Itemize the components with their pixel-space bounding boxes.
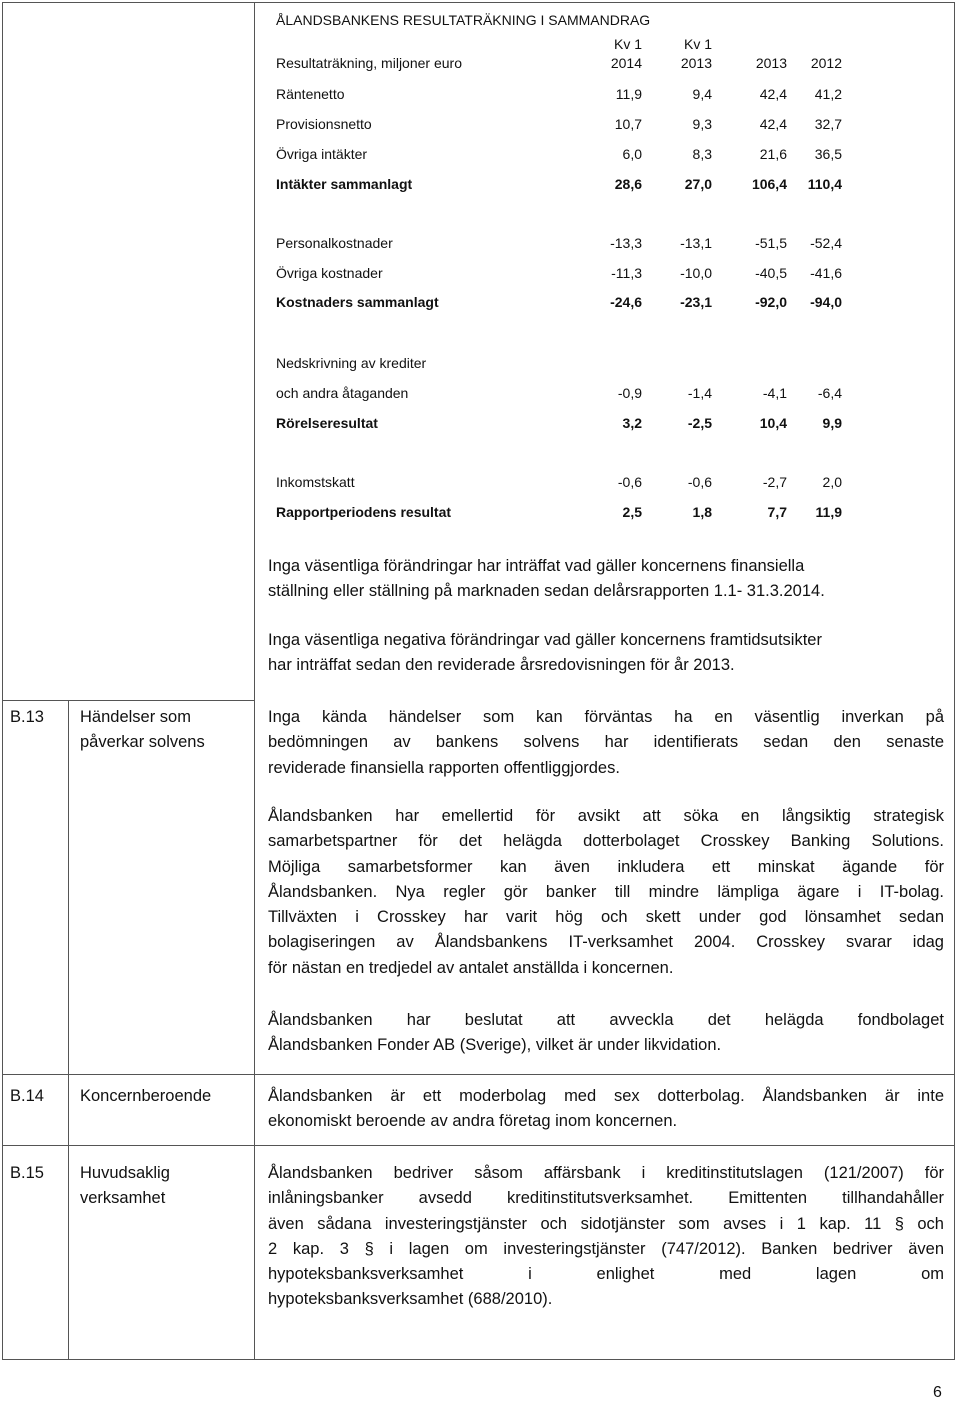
section-title-b13: Händelser som påverkar solvens (80, 708, 205, 751)
column-divider-left (68, 700, 69, 1360)
section-code-b14: B.14 (10, 1087, 44, 1105)
section-code-b15: B.15 (10, 1164, 44, 1182)
row-value: -0,9 (617, 385, 642, 401)
row-value: -92,0 (755, 294, 787, 310)
row-value: 10,4 (759, 415, 787, 431)
row-value: 36,5 (814, 146, 842, 162)
row-value: 42,4 (759, 116, 787, 132)
row-value: -23,1 (680, 294, 712, 310)
row-label: Inkomstskatt (276, 474, 355, 490)
row-value: 42,4 (759, 86, 787, 102)
row-label: Intäkter sammanlagt (276, 176, 413, 192)
row-value: -0,6 (617, 474, 642, 490)
row-divider-b14 (2, 1074, 955, 1075)
header-year-col2: 2013 (680, 55, 712, 71)
row-value: 41,2 (814, 86, 842, 102)
b13-paragraph-2: Ålandsbanken har emellertid för avsikt att söka en långsiktig strategisk samarbetspartner för det helägda dotterbolaget Crosskey Banking Solutions. Möjliga samarbetsformer kan även inkludera ett minskat ägande för Ålandsbanken. Nya regler gör banker till mindre lämpliga ägare i IT-bolag. Tillväxten i Crosskey har varit hög och skett under god lönsamhet sedan bolagiseringen av Ålandsbankens IT-verksamhet 2004. Crosskey svarar idag för nästan en tredjedel av antalet anställda i koncernen. (268, 807, 944, 977)
row-value: 7,7 (767, 504, 787, 520)
row-value: -1,4 (687, 385, 712, 401)
row-value: 2,0 (822, 474, 842, 490)
row-value: -40,5 (755, 265, 787, 281)
row-value: -4,1 (762, 385, 787, 401)
b13-paragraph-1: Inga kända händelser som kan förväntas ha en väsentlig inverkan på bedömningen av bankens solvens har identifierats sedan den senaste reviderade finansiella rapporten offentliggjordes. (268, 708, 944, 777)
row-value: 6,0 (622, 146, 642, 162)
page-frame (2, 2, 955, 1360)
row-value: 27,0 (684, 176, 712, 192)
section-title-b14: Koncernberoende (80, 1087, 212, 1105)
row-value: 21,6 (759, 146, 787, 162)
row-divider-b13 (2, 700, 255, 701)
row-value: -94,0 (810, 294, 842, 310)
row-value: -10,0 (680, 265, 712, 281)
row-label: Räntenetto (276, 86, 345, 102)
row-value: 9,9 (822, 415, 842, 431)
row-divider-b15 (2, 1145, 955, 1146)
row-value: -6,4 (817, 385, 842, 401)
row-value: 9,4 (692, 86, 712, 102)
row-label: Rapportperiodens resultat (276, 504, 452, 520)
row-value: -51,5 (755, 235, 787, 251)
row-value: -11,3 (611, 265, 642, 281)
table-title: ÅLANDSBANKENS RESULTATRÄKNING I SAMMANDRAG (276, 12, 651, 28)
row-value: 10,7 (614, 116, 642, 132)
row-label: Provisionsnetto (276, 116, 372, 132)
row-label: Rörelseresultat (276, 415, 378, 431)
row-label: Övriga kostnader (276, 265, 383, 281)
row-value: 106,4 (751, 176, 787, 192)
b13-paragraph-3: Ålandsbanken har beslutat att avveckla det helägda fondbolaget Ålandsbanken Fonder AB (Sverige), vilket är under likvidation. (268, 1011, 944, 1055)
section-title-b15: Huvudsaklig verksamhet (80, 1164, 170, 1207)
row-value: -24,6 (610, 294, 642, 310)
row-label: Personalkostnader (276, 235, 393, 251)
header-label: Resultaträkning, miljoner euro (276, 55, 462, 71)
row-value: 11,9 (615, 86, 642, 102)
row-value: -13,1 (680, 235, 712, 251)
row-value: 110,4 (807, 176, 842, 192)
b15-paragraph: Ålandsbanken bedriver såsom affärsbank i kreditinstitutslagen (121/2007) för inlåningsbanker avsedd kreditinstitutsverksamhet. Emittenten tillhandahåller även sådana investeringstjänster och sidotjänster som avses i 1 kap. 11 § och 2 kap. 3 § i lagen om investeringstjänster (747/2012). Banken bedriver även hypoteksbanksverksamhet i enlighet med lagen om hypoteksbanksverksamhet (688/2010). (268, 1164, 944, 1309)
section-code-b13: B.13 (10, 708, 44, 726)
row-value: -52,4 (810, 235, 842, 251)
row-label: Övriga intäkter (276, 146, 368, 162)
header-year-col4: 2012 (810, 55, 842, 71)
b14-paragraph: Ålandsbanken är ett moderbolag med sex dotterbolag. Ålandsbanken är inte ekonomiskt beroende av andra företag inom koncernen. (268, 1087, 944, 1131)
row-value: 8,3 (692, 146, 712, 162)
no-changes-paragraph: Inga väsentliga förändringar har inträffat vad gäller koncernens finansiella ställning eller ställning på marknaden sedan delårsrapporten 1.1- 31.3.2014. (268, 557, 825, 601)
header-top-col1: Kv 1 (613, 36, 642, 52)
header-top-col2: Kv 1 (683, 36, 712, 52)
row-value: 1,8 (692, 504, 712, 520)
row-value: 11,9 (815, 504, 842, 520)
row-value: -2,7 (762, 474, 787, 490)
column-divider-middle (254, 2, 255, 1360)
row-value: -13,3 (610, 235, 642, 251)
header-year-col1: 2014 (610, 55, 642, 71)
header-year-col3: 2013 (755, 55, 787, 71)
no-negative-changes-paragraph: Inga väsentliga negativa förändringar vad gäller koncernens framtidsutsikter har inträffat sedan den reviderade årsredovisningen för år 2013. (268, 631, 822, 675)
page-number: 6 (933, 1384, 942, 1401)
row-label: Kostnaders sammanlagt (276, 294, 439, 310)
row-value: 28,6 (614, 176, 642, 192)
row-value: -41,6 (810, 265, 842, 281)
row-value: -2,5 (687, 415, 712, 431)
row-value: -0,6 (687, 474, 712, 490)
row-value: 9,3 (692, 116, 712, 132)
row-value: 2,5 (622, 504, 642, 520)
row-value: 3,2 (622, 415, 642, 431)
row-value: 32,7 (814, 116, 842, 132)
row-label: och andra åtaganden (276, 385, 409, 401)
row-label: Nedskrivning av krediter (276, 355, 427, 371)
